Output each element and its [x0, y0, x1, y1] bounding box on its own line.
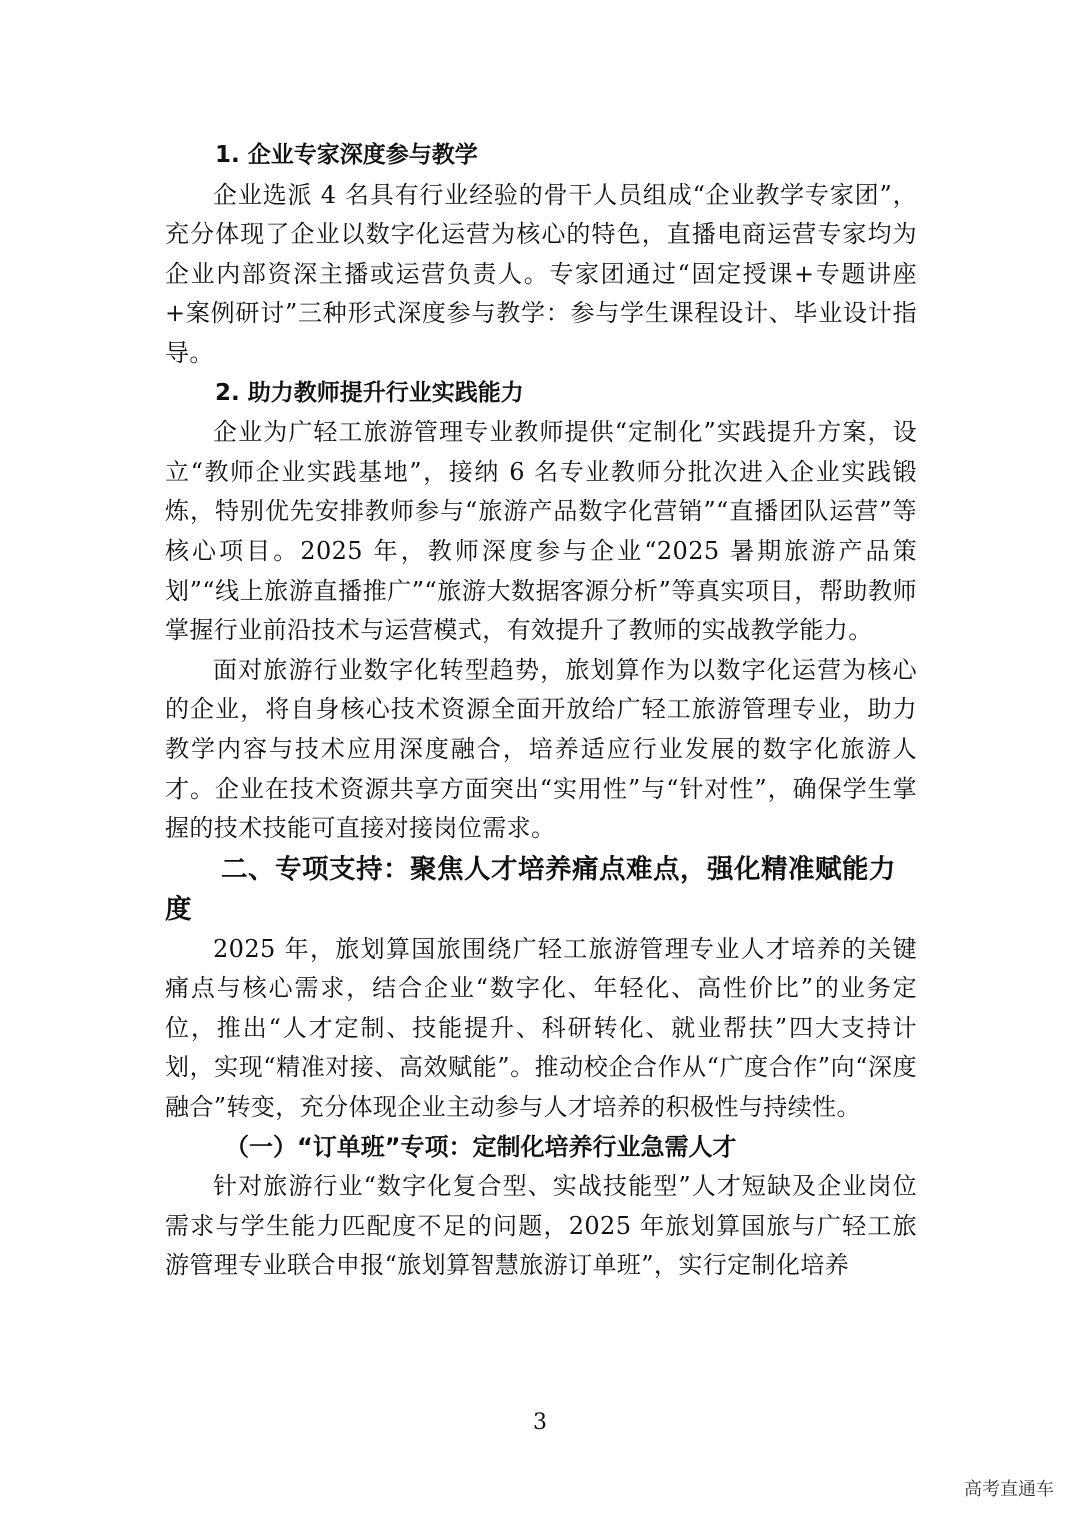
paragraph: 企业选派 4 名具有行业经验的骨干人员组成“企业教学专家团”，充分体现了企业以数字化运营为核心的特色，直播电商运营专家均为企业内部资深主播或运营负责人。专家团通过“固定授课+专题讲座+案例研讨”三种形式深度参与教学：参与学生课程设计、毕业设计指导。 — [165, 180, 917, 367]
subheading: 2. 助力教师提升行业实践能力 — [215, 379, 524, 406]
watermark: 高考直通车 — [964, 1479, 1054, 1500]
paragraph: 2025 年，旅划算国旅围绕广轻工旅游管理专业人才培养的关键痛点与核心需求，结合企业“数字化、年轻化、高性价比”的业务定位，推出“人才定制、技能提升、科研转化、就业帮扶”四大支持计划，实现“精准对接、高效赋能”。推动校企合作从“广度合作”向“深度融合”转变，充分体现企业主动参与人才培养的积极性与持续性。 — [165, 934, 917, 1122]
page-number: 3 — [533, 1410, 547, 1435]
paragraph: 面对旅游行业数字化转型趋势，旅划算作为以数字化运营为核心的企业，将自身核心技术资源全面开放给广轻工旅游管理专业，助力教学内容与技术应用深度融合，培养适应行业发展的数字化旅游人才。企业在技术资源共享方面突出“实用性”与“针对性”，确保学生掌握的技术技能可直接对接岗位需求。 — [165, 655, 917, 843]
subheading: （一）“订单班”专项：定制化培养行业急需人才 — [225, 1132, 737, 1161]
document-body — [165, 136, 917, 1286]
paragraph: 企业为广轻工旅游管理专业教师提供“定制化”实践提升方案，设立“教师企业实践基地”，接纳 6 名专业教师分批次进入企业实践锻炼，特别优先安排教师参与“旅游产品数字化营销”“直播团队运营”等核心项目。2025 年，教师深度参与企业“2025 暑期旅游产品策划”“线上旅游直播推广”“旅游大数据客源分析”等真实项目，帮助教师掌握行业前沿技术与运营模式，有效提升了教师的实战教学能力。 — [165, 418, 917, 645]
section-heading: 二、专项支持：聚焦人才培养痛点难点，强化精准赋能力度 — [165, 853, 896, 925]
subheading: 1. 企业专家深度参与教学 — [215, 142, 478, 168]
paragraph: 针对旅游行业“数字化复合型、实战技能型”人才短缺及企业岗位需求与学生能力匹配度不足的问题，2025 年旅划算国旅与广轻工旅游管理专业联合申报“旅划算智慧旅游订单班”，实行定制化培养 — [165, 1172, 917, 1280]
